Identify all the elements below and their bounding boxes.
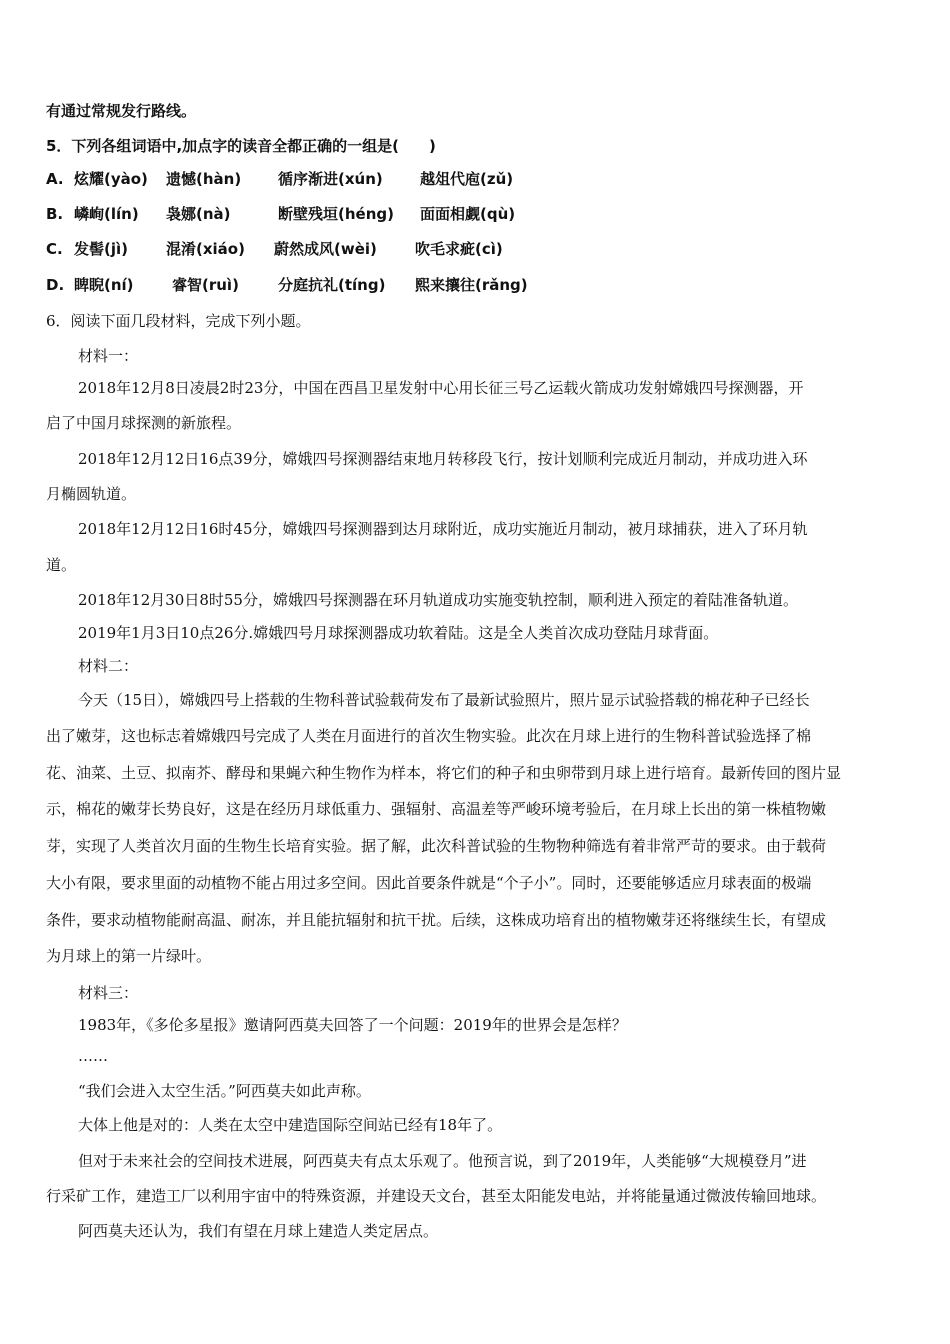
option-a-item-1: 炫耀(yào) [74,170,148,188]
material-2-title: 材料二： [78,657,139,675]
option-b-item-4: 面面相觑(qù) [420,205,516,223]
option-c-item-4: 吹毛求疵(cì) [415,240,503,258]
option-a-item-4: 越俎代庖(zǔ) [420,170,514,188]
material-1-line-4: 月椭圆轨道。 [46,485,137,503]
option-b-item-1: 嶙峋(lín) [74,205,139,223]
material-2-line-1: 今天（15日），嫦娥四号上搭载的生物科普试验载荷发布了最新试验照片，照片显示试验搭载的棉花种子已经长 [78,691,810,709]
material-1-line-1: 2018年12月8日凌晨2时23分，中国在西昌卫星发射中心用长征三号乙运载火箭成功发射嫦娥四号探测器，开 [78,379,804,397]
option-d-item-1: 睥睨(ní) [74,276,134,294]
lead-line: 有通过常规发行路线。 [46,102,197,120]
material-3-line-7: 阿西莫夫还认为，我们有望在月球上建造人类定居点。 [78,1222,439,1240]
material-1-line-6: 道。 [46,556,77,574]
option-b-letter: B. [46,205,64,223]
option-c-item-2: 混淆(xiáo) [166,240,245,258]
material-2-line-4: 示，棉花的嫩芽长势良好，这是在经历月球低重力、强辐射、高温差等严峻环境考验后，在月球上长出的第一株植物嫩 [46,800,827,818]
option-d-item-3: 分庭抗礼(tíng) [278,276,386,294]
material-3-title: 材料三： [78,984,139,1002]
option-b-item-3: 断壁残垣(héng) [278,205,394,223]
option-a-item-2: 遗憾(hàn) [166,170,242,188]
option-d-item-2: 睿智(ruì) [172,276,239,294]
material-2-line-5: 芽，实现了人类首次月面的生物生长培育实验。据了解，此次科普试验的生物物种筛选有着非常严苛的要求。由于载荷 [46,837,827,855]
question-5-stem: 5．下列各组词语中,加点字的读音全都正确的一组是( ) [46,137,436,155]
option-d-letter: D. [46,276,65,294]
material-3-line-5: 但对于未来社会的空间技术进展，阿西莫夫有点太乐观了。他预言说，到了2019年，人类能够“大规模登月”进 [78,1152,807,1170]
option-c-letter: C. [46,240,63,258]
material-2-line-8: 为月球上的第一片绿叶。 [46,947,212,965]
material-3-line-1: 1983年，《多伦多星报》邀请阿西莫夫回答了一个问题：2019年的世界会是怎样？ [78,1016,627,1034]
material-1-line-2: 启了中国月球探测的新旅程。 [46,414,242,432]
option-b-item-2: 袅娜(nà) [166,205,231,223]
material-3-line-4: 大体上他是对的：人类在太空中建造国际空间站已经有18年了。 [78,1116,503,1134]
material-1-title: 材料一： [78,347,139,365]
question-6-stem: 6．阅读下面几段材料，完成下列小题。 [46,312,311,330]
material-1-line-3: 2018年12月12日16点39分，嫦娥四号探测器结束地月转移段飞行，按计划顺利完成近月制动，并成功进入环 [78,450,808,468]
material-3-line-6: 行采矿工作，建造工厂以利用宇宙中的特殊资源，并建设天文台，甚至太阳能发电站，并将能量通过微波传输回地球。 [46,1187,827,1205]
material-1-line-7: 2018年12月30日8时55分，嫦娥四号探测器在环月轨道成功实施变轨控制，顺利进入预定的着陆准备轨道。 [78,591,798,609]
option-c-item-3: 蔚然成风(wèi) [274,240,377,258]
material-2-line-7: 条件，要求动植物能耐高温、耐冻，并且能抗辐射和抗干扰。后续，这株成功培育出的植物嫩芽还将继续生长，有望成 [46,911,827,929]
option-a-letter: A. [46,170,64,188]
material-1-line-5: 2018年12月12日16时45分，嫦娥四号探测器到达月球附近，成功实施近月制动，被月球捕获，进入了环月轨 [78,520,808,538]
material-2-line-2: 出了嫩芽，这也标志着嫦娥四号完成了人类在月面进行的首次生物实验。此次在月球上进行的生物科普试验选择了棉 [46,727,812,745]
option-a-item-3: 循序渐进(xún) [278,170,383,188]
option-d-item-4: 熙来攘往(rǎng) [415,276,528,294]
material-1-line-8: 2019年1月3日10点26分.嫦娥四号月球探测器成功软着陆。这是全人类首次成功登陆月球背面。 [78,624,719,642]
option-c-item-1: 发髻(jì) [74,240,128,258]
material-3-line-2: …… [78,1047,108,1065]
material-3-line-3: “我们会进入太空生活。”阿西莫夫如此声称。 [78,1082,371,1100]
material-2-line-3: 花、油菜、土豆、拟南芥、酵母和果蝇六种生物作为样本，将它们的种子和虫卵带到月球上进行培育。最新传回的图片显 [46,764,842,782]
material-2-line-6: 大小有限，要求里面的动植物不能占用过多空间。因此首要条件就是“个子小”。同时，还要能够适应月球表面的极端 [46,874,812,892]
